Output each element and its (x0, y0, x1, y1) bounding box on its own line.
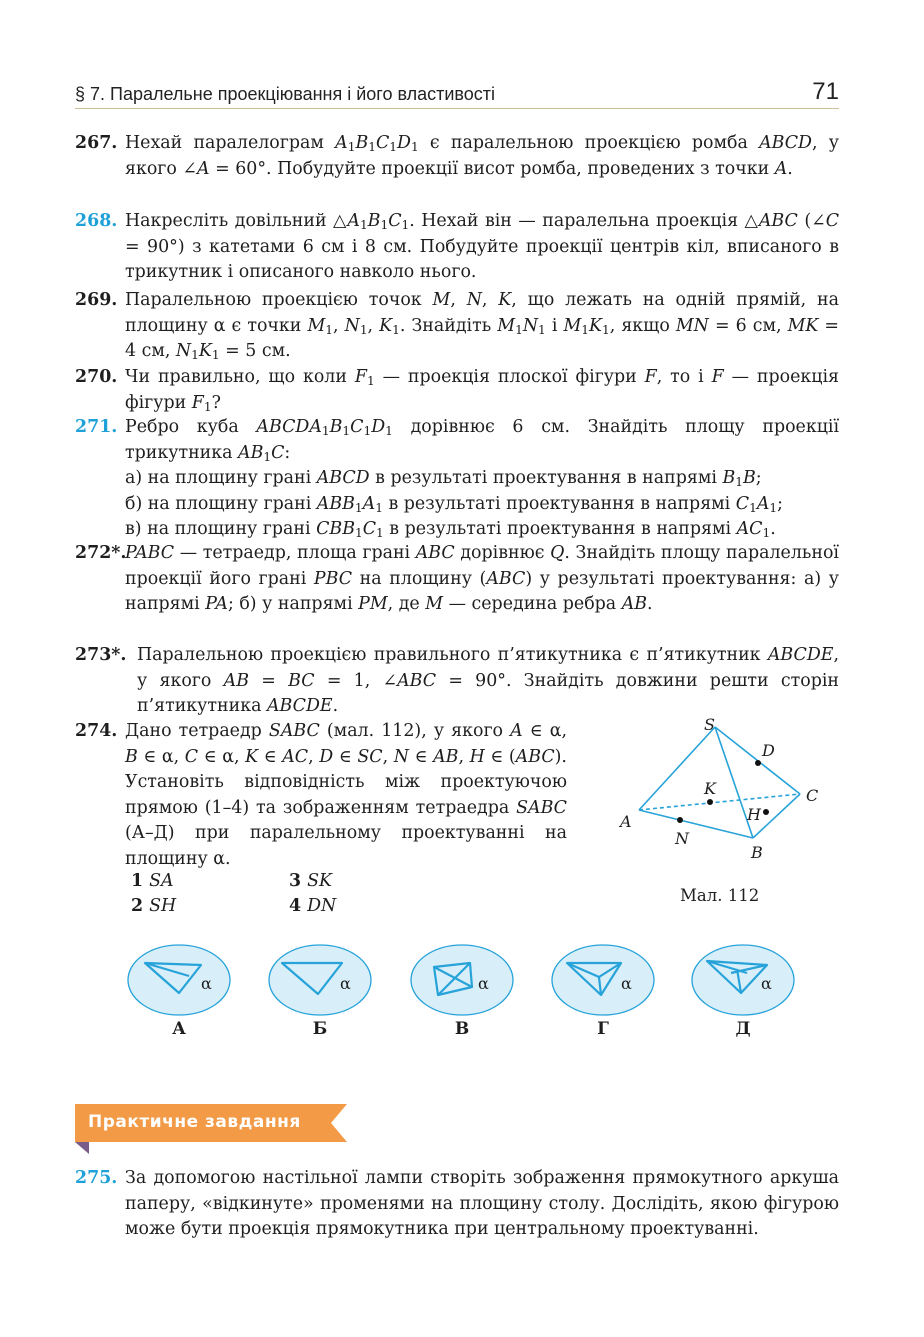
problem-text: Чи правильно, що коли $F_1$ — проекція плоскої фігури F, то і F — проекція фігури $F_1$? (125, 367, 839, 414)
alpha-label: α (621, 974, 632, 993)
match-number: 1 (131, 871, 144, 891)
problem-268 (75, 209, 839, 286)
label-n: N (675, 829, 689, 848)
problem-275 (75, 1166, 839, 1243)
alpha-label: α (201, 974, 212, 993)
page-header (75, 78, 839, 109)
label-a: A (620, 812, 632, 831)
problem-number: 274. (75, 721, 118, 741)
option-g-image (551, 943, 655, 1017)
section-banner-title: Практичне завдання (88, 1112, 301, 1132)
label-h: H (747, 805, 761, 824)
option-b-image (268, 943, 372, 1017)
problem-text: За допомогою настільної лампи створіть зображення прямокутного аркуша паперу, «відкинуте» променями на площину столу. Дослідіть, якою фігурою може бути проекція прямокутника при центральному проектуванні. (125, 1168, 839, 1239)
option-v-image (410, 943, 514, 1017)
point-h (763, 809, 769, 815)
option-g-label: Г (597, 1019, 609, 1039)
label-s: S (704, 715, 715, 734)
point-n (677, 817, 683, 823)
problem-number: 275. (75, 1168, 118, 1188)
problem-number: 267. (75, 133, 118, 153)
problem-number: 268. (75, 211, 118, 231)
section-title: § 7. Паралельне проекціювання і його властивості (75, 84, 496, 104)
match-item (131, 894, 176, 920)
match-number: 3 (289, 871, 302, 891)
option-b-label: Б (312, 1019, 328, 1039)
problem-270 (75, 365, 839, 416)
option-a-label: А (172, 1019, 186, 1039)
problem-number: 272*. (75, 543, 127, 563)
problem-number: 273*. (75, 645, 127, 665)
problem-273 (75, 643, 839, 720)
match-line: SH (149, 896, 177, 916)
problem-text: Паралельною проекцією правильного п’ятикутника є п’ятикутник ABCDE, у якого AB = BC = 1, ∠ABC = 90°. Знайдіть довжини решти сторін п’ятикутника ABCDE. (137, 645, 839, 716)
option-a-image (127, 943, 231, 1017)
match-line: DN (307, 896, 337, 916)
label-k: K (704, 779, 716, 798)
option-v-label: В (454, 1019, 470, 1039)
page-number: 71 (812, 78, 839, 105)
problem-269 (75, 288, 839, 365)
label-d: D (762, 741, 775, 760)
alpha-label: α (340, 974, 351, 993)
problem-number: 269. (75, 290, 118, 310)
alpha-label: α (761, 974, 772, 993)
problem-text: Накресліть довільний $\triangle A_1B_1C_1$. Нехай він — паралельна проекція △ABC (∠C = 90°) з катетами 6 см і 8 см. Побудуйте проекції центрів кіл, вписаного в трикутник і описаного навколо нього. (125, 211, 839, 282)
label-b: B (751, 843, 763, 862)
problem-text: Нехай паралелограм $A_1B_1C_1D_1$ є паралельною проекцією ромба ABCD, у якого ∠A = 60°. Побудуйте проекції висот ромба, проведених з точки A. (125, 133, 839, 179)
match-item (289, 894, 336, 920)
match-line: SA (149, 871, 174, 891)
problem-text: Паралельною проекцією точок M, N, K, що лежать на одній прямій, на площину α є точки $M_1$, $N_1$, $K_1$. Знайдіть $M_1N_1$ і $M_1K_1$, якщо MN = 6 см, MK = 4 см, $N_1K_1 = 5$ см. (125, 290, 840, 362)
match-line: SK (307, 871, 333, 891)
point-k (707, 799, 713, 805)
alpha-label: α (478, 974, 489, 993)
problem-text: PABC — тетраедр, площа грані ABC дорівнює Q. Знайдіть площу паралельної проекції його грані PBC на площину (ABC) у результаті проектування: а) у напрямі PA; б) у напрямі PM, де M — середина ребра AB. (125, 543, 840, 614)
problem-text: Дано тетраедр SABC (мал. 112), у якого A ∈ α, B ∈ α, C ∈ α, K ∈ AC, D ∈ SC, N ∈ AB, H ∈ (ABC). Установіть відповідність між проектуючою прямою (1–4) та зображенням тетраедра SABC (А–Д) при паралельному проектуванні на площину α. (125, 721, 567, 869)
edge-ab (639, 810, 753, 838)
edge-ac-hidden (639, 794, 800, 810)
problem-text: Ребро куба $ABCDA_1B_1C_1D_1$ дорівнює 6 см. Знайдіть площу проекції трикутника $AB_1C$: а) на площину грані ABCD в результаті проектування в напрямі $B_1B$; б) на площину грані $ABB_1A_1$ в результаті проектування в напрямі $C_1A_1$; в) на площину грані $CBB_1C_1$ в результаті проектування в напрямі $AC_1$. (125, 417, 840, 540)
option-d-label: Д (735, 1019, 751, 1039)
tetrahedron-figure (612, 712, 838, 867)
problem-274 (75, 719, 567, 872)
figure-caption: Мал. 112 (680, 886, 760, 905)
option-d-image (691, 943, 795, 1017)
match-item (289, 869, 332, 895)
problem-271 (75, 415, 839, 543)
match-number: 2 (131, 896, 144, 916)
problem-272 (75, 541, 839, 618)
match-item (131, 869, 174, 895)
problem-number: 270. (75, 367, 118, 387)
problem-267 (75, 131, 839, 182)
label-c: C (806, 786, 819, 805)
point-d (755, 760, 761, 766)
match-number: 4 (289, 896, 302, 916)
problem-number: 271. (75, 417, 118, 437)
